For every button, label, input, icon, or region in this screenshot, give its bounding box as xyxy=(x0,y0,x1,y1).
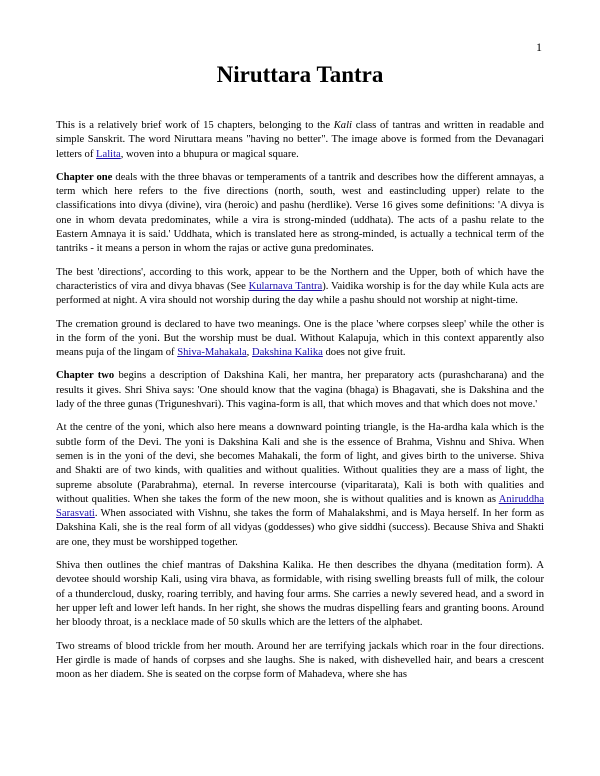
paragraph-chapter-one xyxy=(56,171,544,257)
paragraph-blood-streams: Two streams of blood trickle from her mouth. Around her are terrifying jackals which roar in the four directions. Her girdle is made of hands of corpses and she laughs. She is naked, with dishevelled hair, and bears a crescent moon as her diadem. She is seated on the corpse form of Mahadeva, where she has xyxy=(56,640,544,681)
paragraph-text: The cremation ground is declared to have two meanings. One is the place 'where corpses sleep' while the other is in the form of the yoni. But the worship must be dual. Without Kalapuja, which in this context apparently also means puja of the lingam of xyxy=(56,318,544,359)
paragraph-text: The best 'directions', according to this work, appear to be the Northern and the Upper, both of which have the characteristics of vira and divya bhavas (See xyxy=(56,266,544,292)
paragraph-text: This is a relatively brief work of 15 chapters, belonging to the xyxy=(56,120,334,131)
aniruddha-sarasvati-link[interactable]: Aniruddha Sarasvati xyxy=(56,493,544,520)
lalita-link[interactable]: Lalita xyxy=(96,148,121,160)
paragraph-text: does not give fruit. xyxy=(322,347,406,359)
link-separator: , xyxy=(246,347,252,359)
kali-italic-term: Kali xyxy=(333,120,352,131)
paragraph-text: ). Vaidika worship is for the day while Kula acts are performed at night. A vira should not worship during the day while a pashu should not worship at night-time. xyxy=(56,280,544,307)
paragraph-intro xyxy=(56,119,544,162)
page-number: 1 xyxy=(536,40,542,54)
page-title: Niruttara Tantra xyxy=(216,62,384,87)
paragraph-text: At the centre of the yoni, which also here means a downward pointing triangle, is the Ha-ardha kala which is the subtle form of the Devi. The yoni is Dakshina Kali and she is the essence of Brahma, Vishnu and Shiva. When semen is in the yoni of the devi, she becomes Mahakali, the form of light, and gives birth to the universe. Shiva and Shakti are of two kinds, with qualities and without qualities. Without qualities they are a mass of light, the supreme absolute (Parabrahma), eternal. In reverse intercourse (viparitarata), Kali is both with qualities and without qualities. When she takes the form of the new moon, she is without qualities and is known as xyxy=(56,422,544,505)
paragraph-text: deals with the three bhavas or temperaments of a tantrik and describes how the different amnayas, a term which here refers to the five directions (north, south, west and eastincluding upper) relate to the classifications into divya (divine), vira (heroic) and pashu (herdlike). Verse 16 gives some definitions: 'A divya is one in whom devata predominates, while a vira is strong-minded (uddhata). The acts of a pashu relate to the Eastern Amnaya it is said.' Uddhata, which is translated here as strong-minded, is actually a technical term of the tantriks - it means a person in whom the rajas or active guna predominates. xyxy=(56,171,544,255)
chapter-one-heading: Chapter one xyxy=(56,171,113,183)
dakshina-kalika-link[interactable]: Dakshina Kalika xyxy=(251,347,323,359)
paragraph-text: class of tantras and written in readable and simple Sanskrit. The word Niruttara means "having no better". The image above is formed from the Devanagari letters of xyxy=(56,120,544,160)
paragraph-text: . When associated with Vishnu, she takes the form of Mahalakshmi, and is Maya herself. In her form as Dakshina Kali, she is the real form of all vidyas (goddesses) who give siddhi (success). Because Shiva and Shakti are one, they must be worshipped together. xyxy=(56,508,544,548)
paragraph-cremation-ground xyxy=(56,318,544,361)
paragraph-chapter-two xyxy=(56,369,544,412)
paragraph-directions xyxy=(56,266,544,309)
paragraph-text: , woven into a bhupura or magical square. xyxy=(120,148,299,160)
kularnava-tantra-link[interactable]: Kularnava Tantra xyxy=(248,280,323,292)
chapter-two-heading: Chapter two xyxy=(56,370,115,382)
paragraph-yoni xyxy=(56,421,544,550)
paragraph-text: begins a description of Dakshina Kali, her mantra, her preparatory acts (purashcharana) and the results it gives. Shri Shiva says: 'One should know that the vagina (bhaga) is Bhagavati, she is Dakshina and the lady of the three gunas (Triguneshvari). This vagina-form is all, that which moves and that which does not move.' xyxy=(56,370,544,411)
paragraph-dhyana: Shiva then outlines the chief mantras of Dakshina Kalika. He then describes the dhyana (meditation form). A devotee should worship Kali, using vira bhava, as formidable, with rising swelling breasts full of milk, the colour of a thundercloud, dusky, roaring terribly, and having four arms. She carries a newly severed head, and a sword in her upper left and lower left hands. In her right, she shows the mudras dispelling fears and granting boons. Around her bloody throat, is a necklace made of 50 skulls which are the letters of the alphabet. xyxy=(56,560,544,629)
document-body xyxy=(56,119,544,691)
shiva-mahakala-link[interactable]: Shiva-Mahakala xyxy=(177,347,247,359)
